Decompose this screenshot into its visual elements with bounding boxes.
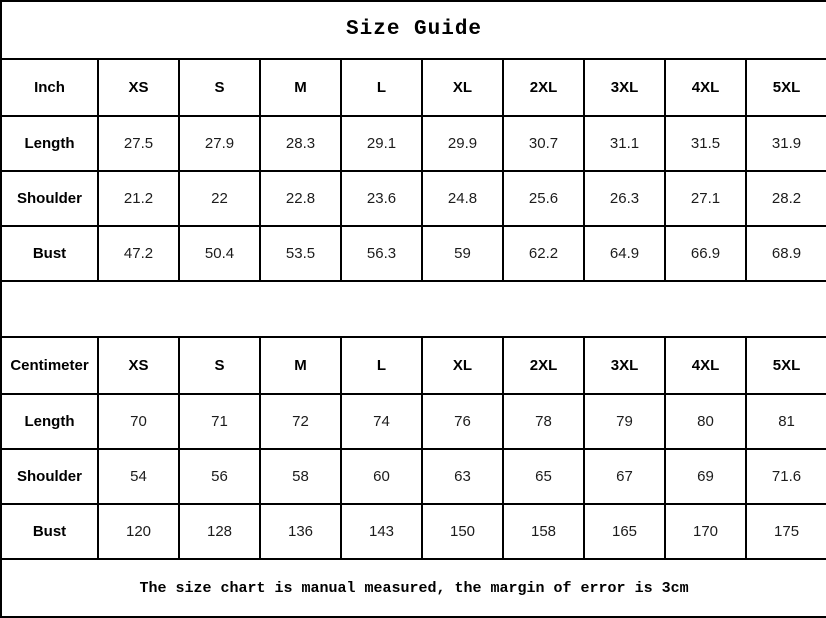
spacer-row [1, 281, 826, 338]
size-column-header: XL [422, 59, 503, 116]
measurement-value: 29.9 [422, 116, 503, 171]
measurement-value: 31.9 [746, 116, 826, 171]
title-row [1, 1, 826, 59]
measurement-value: 28.2 [746, 171, 826, 226]
size-column-header: 4XL [665, 59, 746, 116]
measurement-value: 143 [341, 504, 422, 559]
measurement-value: 47.2 [98, 226, 179, 281]
size-column-header: 4XL [665, 337, 746, 394]
measurement-label: Shoulder [1, 449, 98, 504]
size-column-header: L [341, 59, 422, 116]
title-section [1, 1, 826, 59]
measurement-value: 67 [584, 449, 665, 504]
measurement-value: 70 [98, 394, 179, 449]
footer-row [1, 559, 826, 617]
measurement-value: 170 [665, 504, 746, 559]
measurement-value: 59 [422, 226, 503, 281]
measurement-value: 56 [179, 449, 260, 504]
measurement-value: 58 [260, 449, 341, 504]
centimeter-row-bust [1, 504, 826, 559]
measurement-value: 60 [341, 449, 422, 504]
measurement-value: 27.5 [98, 116, 179, 171]
measurement-label: Length [1, 394, 98, 449]
footer-note: The size chart is manual measured, the margin of error is 3cm [1, 559, 826, 617]
size-column-header: S [179, 59, 260, 116]
measurement-value: 78 [503, 394, 584, 449]
measurement-value: 175 [746, 504, 826, 559]
unit-label-centimeter: Centimeter [1, 337, 98, 394]
size-column-header: XS [98, 337, 179, 394]
spacer-section [1, 281, 826, 338]
measurement-value: 80 [665, 394, 746, 449]
size-column-header: 5XL [746, 337, 826, 394]
measurement-value: 62.2 [503, 226, 584, 281]
measurement-value: 65 [503, 449, 584, 504]
size-column-header: XS [98, 59, 179, 116]
centimeter-row-length [1, 394, 826, 449]
measurement-value: 54 [98, 449, 179, 504]
inch-row-length [1, 116, 826, 171]
size-column-header: M [260, 337, 341, 394]
measurement-label: Bust [1, 504, 98, 559]
measurement-value: 22.8 [260, 171, 341, 226]
size-column-header: 2XL [503, 59, 584, 116]
size-column-header: 5XL [746, 59, 826, 116]
measurement-value: 28.3 [260, 116, 341, 171]
measurement-label: Bust [1, 226, 98, 281]
measurement-value: 27.9 [179, 116, 260, 171]
size-column-header: L [341, 337, 422, 394]
measurement-value: 50.4 [179, 226, 260, 281]
measurement-value: 26.3 [584, 171, 665, 226]
measurement-value: 120 [98, 504, 179, 559]
measurement-value: 21.2 [98, 171, 179, 226]
measurement-value: 79 [584, 394, 665, 449]
measurement-value: 31.5 [665, 116, 746, 171]
measurement-value: 71.6 [746, 449, 826, 504]
inch-row-bust [1, 226, 826, 281]
measurement-value: 25.6 [503, 171, 584, 226]
measurement-value: 30.7 [503, 116, 584, 171]
footer-section [1, 559, 826, 617]
measurement-value: 76 [422, 394, 503, 449]
inch-row-shoulder [1, 171, 826, 226]
centimeter-header-row [1, 337, 826, 394]
centimeter-row-shoulder [1, 449, 826, 504]
measurement-value: 24.8 [422, 171, 503, 226]
size-column-header: 3XL [584, 337, 665, 394]
size-column-header: 2XL [503, 337, 584, 394]
measurement-value: 31.1 [584, 116, 665, 171]
measurement-value: 53.5 [260, 226, 341, 281]
measurement-value: 66.9 [665, 226, 746, 281]
measurement-value: 165 [584, 504, 665, 559]
measurement-value: 81 [746, 394, 826, 449]
measurement-value: 150 [422, 504, 503, 559]
page-title: Size Guide [1, 1, 826, 59]
centimeter-table-section [1, 337, 826, 559]
measurement-label: Length [1, 116, 98, 171]
measurement-value: 136 [260, 504, 341, 559]
inch-table-section [1, 59, 826, 281]
inch-header-row [1, 59, 826, 116]
measurement-value: 158 [503, 504, 584, 559]
size-column-header: XL [422, 337, 503, 394]
measurement-value: 74 [341, 394, 422, 449]
size-column-header: 3XL [584, 59, 665, 116]
spacer-cell [1, 281, 826, 338]
measurement-value: 72 [260, 394, 341, 449]
measurement-value: 56.3 [341, 226, 422, 281]
measurement-value: 69 [665, 449, 746, 504]
measurement-value: 63 [422, 449, 503, 504]
measurement-value: 22 [179, 171, 260, 226]
measurement-value: 29.1 [341, 116, 422, 171]
size-column-header: M [260, 59, 341, 116]
measurement-label: Shoulder [1, 171, 98, 226]
measurement-value: 23.6 [341, 171, 422, 226]
measurement-value: 71 [179, 394, 260, 449]
measurement-value: 68.9 [746, 226, 826, 281]
unit-label-inch: Inch [1, 59, 98, 116]
measurement-value: 27.1 [665, 171, 746, 226]
size-column-header: S [179, 337, 260, 394]
measurement-value: 64.9 [584, 226, 665, 281]
measurement-value: 128 [179, 504, 260, 559]
